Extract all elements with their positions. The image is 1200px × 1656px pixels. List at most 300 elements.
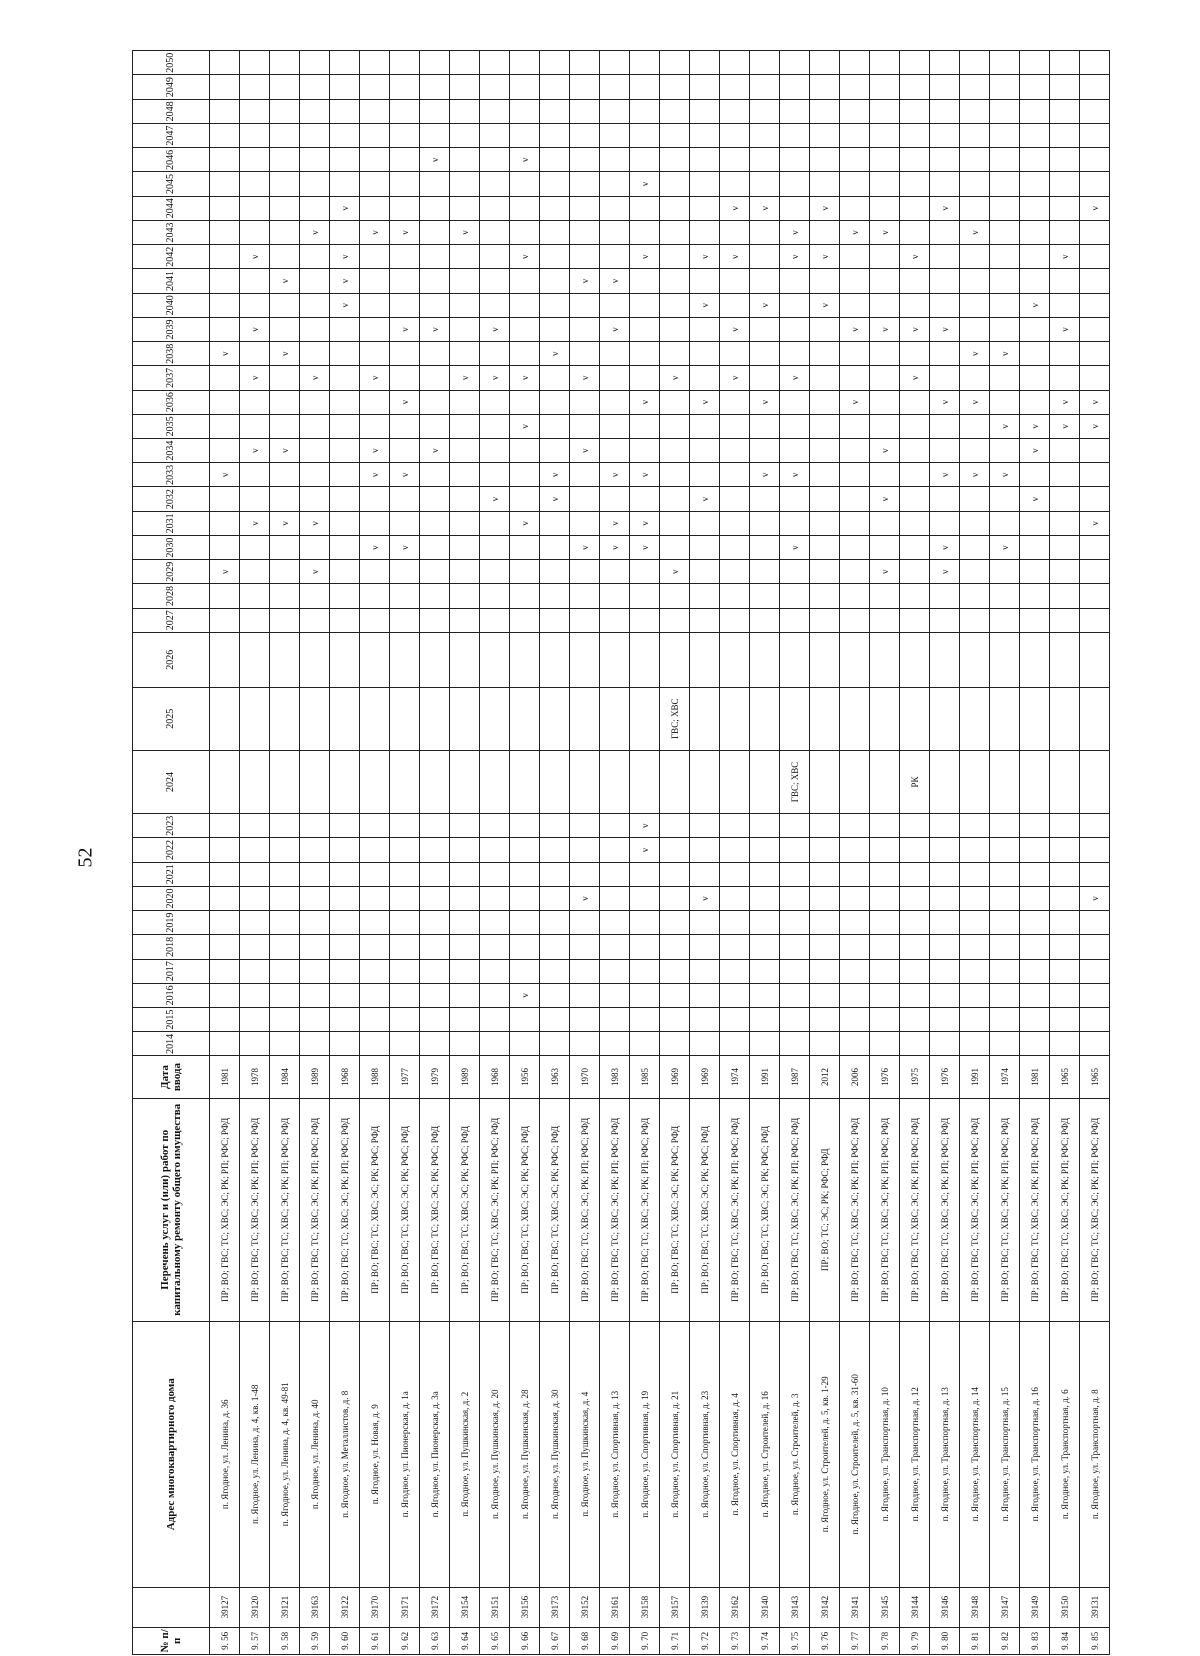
header-year-2039: 2039: [133, 317, 210, 341]
row-year-cell: [780, 838, 810, 862]
row-year-mark: v: [300, 511, 330, 535]
row-year-cell: [1080, 123, 1110, 147]
row-year-mark: v: [600, 535, 630, 559]
row-year-cell: [810, 886, 840, 910]
row-year-cell: [810, 220, 840, 244]
row-address: п. Ягодное, ул. Пушкинская, д. 4: [570, 1322, 600, 1588]
row-year-cell: [210, 487, 240, 511]
row-year-cell: [1020, 535, 1050, 559]
row-year-cell: [390, 172, 420, 196]
row-year-cell: [1080, 463, 1110, 487]
row-year-cell: [360, 687, 390, 750]
row-year-cell: [750, 750, 780, 813]
row-work-text: ГВС; ХВС: [660, 687, 690, 750]
row-year-cell: [960, 632, 990, 687]
row-year-cell: [690, 196, 720, 220]
row-id: 39158: [630, 1587, 660, 1627]
row-year-cell: [660, 959, 690, 983]
row-year-cell: [270, 366, 300, 390]
row-year-cell: [420, 814, 450, 838]
row-year-cell: [960, 838, 990, 862]
row-id: 39145: [870, 1587, 900, 1627]
row-year-cell: [360, 269, 390, 293]
row-year-cell: [210, 75, 240, 99]
row-year-cell: [540, 99, 570, 123]
row-num: 9. 61: [360, 1627, 390, 1654]
row-year: 1968: [330, 1056, 360, 1098]
table-header-row: [133, 51, 210, 1655]
row-year-cell: [870, 75, 900, 99]
row-year-mark: v: [600, 511, 630, 535]
row-year-cell: [330, 414, 360, 438]
row-year-cell: [510, 487, 540, 511]
row-works: ПР; ВО; ГВС; ТС; ХВС; ЭС; РК; РП; РФС; РФД: [480, 1098, 510, 1321]
row-year-cell: [1020, 148, 1050, 172]
row-num: 9. 67: [540, 1627, 570, 1654]
row-year-cell: [510, 535, 540, 559]
row-year-cell: [810, 51, 840, 75]
row-year-cell: [900, 463, 930, 487]
row-year-cell: [930, 838, 960, 862]
row-year-cell: [720, 123, 750, 147]
row-year: 1987: [780, 1056, 810, 1098]
row-year-cell: [1050, 608, 1080, 632]
row-year-mark: v: [1050, 414, 1080, 438]
row-work-text: РК: [900, 750, 930, 813]
row-year-cell: [630, 220, 660, 244]
row-year-cell: [840, 366, 870, 390]
row-year-mark: v: [690, 487, 720, 511]
row-year-mark: v: [750, 293, 780, 317]
row-year-cell: [330, 1007, 360, 1031]
row-year-cell: [660, 317, 690, 341]
row-year-mark: v: [840, 390, 870, 414]
row-year-cell: [360, 814, 390, 838]
row-year-cell: [330, 560, 360, 584]
row-year-cell: [840, 838, 870, 862]
row-year-cell: [330, 632, 360, 687]
row-year-cell: [420, 414, 450, 438]
row-year-cell: [390, 414, 420, 438]
row-year-cell: [1080, 1007, 1110, 1031]
row-year-cell: [510, 123, 540, 147]
row-year-cell: [330, 51, 360, 75]
row-year-cell: [810, 317, 840, 341]
row-year-cell: [1080, 148, 1110, 172]
row-year-cell: [840, 414, 870, 438]
row-year-mark: v: [360, 463, 390, 487]
row-year-cell: [1080, 862, 1110, 886]
row-year-mark: v: [540, 487, 570, 511]
row-year-cell: [240, 959, 270, 983]
row-year-cell: [720, 414, 750, 438]
row-year-cell: [660, 535, 690, 559]
row-year-cell: [540, 293, 570, 317]
row-year-cell: [360, 1032, 390, 1056]
header-year-2047: 2047: [133, 123, 210, 147]
row-year-cell: [690, 75, 720, 99]
row-year-cell: [750, 959, 780, 983]
row-year: 1969: [660, 1056, 690, 1098]
row-year-cell: [1050, 342, 1080, 366]
row-year-cell: [900, 196, 930, 220]
row-year-cell: [720, 750, 750, 813]
table-row: [540, 51, 570, 1655]
row-year-cell: [600, 1032, 630, 1056]
row-year-mark: v: [570, 366, 600, 390]
row-year-cell: [360, 245, 390, 269]
row-year-cell: [720, 75, 750, 99]
row-year-cell: [450, 439, 480, 463]
row-year-cell: [990, 983, 1020, 1007]
row-year-mark: v: [600, 269, 630, 293]
row-year-cell: [810, 584, 840, 608]
row-year-cell: [870, 687, 900, 750]
row-year-cell: [300, 1007, 330, 1031]
row-year-cell: [720, 608, 750, 632]
row-year-cell: [330, 317, 360, 341]
row-year-cell: [240, 632, 270, 687]
row-year-cell: [1020, 390, 1050, 414]
row-year-cell: [330, 366, 360, 390]
row-year-cell: [930, 608, 960, 632]
row-year-cell: [570, 463, 600, 487]
row-address: п. Ягодное, ул. Спортивная, д. 23: [690, 1322, 720, 1588]
row-year-cell: [360, 148, 390, 172]
row-year-cell: [990, 220, 1020, 244]
row-year-cell: [390, 1007, 420, 1031]
row-year-mark: v: [720, 366, 750, 390]
row-year-cell: [750, 911, 780, 935]
row-year-cell: [600, 172, 630, 196]
row-year-cell: [930, 75, 960, 99]
row-year-cell: [330, 511, 360, 535]
row-year-cell: [1080, 487, 1110, 511]
row-year-cell: [690, 608, 720, 632]
row-year-cell: [780, 390, 810, 414]
row-year-cell: [1020, 983, 1050, 1007]
row-year-cell: [420, 390, 450, 414]
row-address: п. Ягодное, ул. Спортивная, д. 19: [630, 1322, 660, 1588]
row-id: 39172: [420, 1587, 450, 1627]
row-year-cell: [690, 317, 720, 341]
row-year-cell: [960, 560, 990, 584]
row-year-cell: [990, 632, 1020, 687]
row-year-cell: [810, 959, 840, 983]
row-address: п. Ягодное, ул. Пушкинская, д. 20: [480, 1322, 510, 1588]
row-year-cell: [240, 608, 270, 632]
row-year: 1965: [1080, 1056, 1110, 1098]
row-year-cell: [420, 366, 450, 390]
row-year-cell: [300, 317, 330, 341]
row-id: 39163: [300, 1587, 330, 1627]
row-year-cell: [570, 511, 600, 535]
row-year-cell: [570, 560, 600, 584]
table-row: [1050, 51, 1080, 1655]
row-year-cell: [900, 560, 930, 584]
row-year-cell: [540, 862, 570, 886]
row-year-mark: v: [660, 560, 690, 584]
row-year-cell: [510, 220, 540, 244]
capital-repair-table: [132, 50, 1110, 1655]
row-works: ПР; ВО; ГВС; ТС; ХВС; ЭС; РК; РП; РФС; РФД: [1050, 1098, 1080, 1321]
row-year-cell: [900, 511, 930, 535]
row-year-cell: [720, 535, 750, 559]
row-year-cell: [690, 983, 720, 1007]
row-year-cell: [780, 293, 810, 317]
row-year-cell: [900, 1032, 930, 1056]
row-year-cell: [840, 1032, 870, 1056]
table-row: [780, 51, 810, 1655]
row-year-cell: [570, 172, 600, 196]
row-year-cell: [480, 99, 510, 123]
row-year-cell: [930, 584, 960, 608]
row-year-cell: [600, 123, 630, 147]
row-year-cell: [1080, 608, 1110, 632]
row-year-cell: [390, 487, 420, 511]
row-year-cell: [870, 148, 900, 172]
row-year-mark: v: [1050, 245, 1080, 269]
row-year-cell: [1020, 814, 1050, 838]
row-year-cell: [660, 51, 690, 75]
header-year-2042: 2042: [133, 245, 210, 269]
row-year-cell: [1050, 750, 1080, 813]
row-year-mark: v: [870, 439, 900, 463]
row-year-cell: [540, 51, 570, 75]
row-year-cell: [300, 632, 330, 687]
row-year-cell: [450, 560, 480, 584]
row-num: 9. 66: [510, 1627, 540, 1654]
row-year-mark: v: [750, 463, 780, 487]
row-year-mark: v: [510, 245, 540, 269]
row-id: 39120: [240, 1587, 270, 1627]
row-year-cell: [1050, 838, 1080, 862]
row-works: ПР; ВО; ГВС; ТС; ХВС; ЭС; РК; РП; РФС; РФД: [780, 1098, 810, 1321]
row-year-cell: [690, 560, 720, 584]
row-year-cell: [690, 366, 720, 390]
row-year-cell: [600, 862, 630, 886]
row-year-cell: [750, 608, 780, 632]
row-address: п. Ягодное, ул. Строителей, д. 5, кв. 1-29: [810, 1322, 840, 1588]
row-year-cell: [360, 886, 390, 910]
row-year-cell: [210, 366, 240, 390]
row-year-mark: v: [240, 439, 270, 463]
row-works: ПР; ВО; ГВС; ТС; ХВС; ЭС; РК; РП; РФС; РФД: [570, 1098, 600, 1321]
row-works: ПР; ВО; ГВС; ТС; ХВС; ЭС; РК; РФС; РФД: [360, 1098, 390, 1321]
row-year-cell: [720, 99, 750, 123]
row-year-cell: [840, 862, 870, 886]
row-year-mark: v: [990, 414, 1020, 438]
row-year-cell: [270, 390, 300, 414]
row-year-cell: [300, 983, 330, 1007]
row-year-cell: [600, 838, 630, 862]
row-year-mark: v: [210, 463, 240, 487]
row-id: 39131: [1080, 1587, 1110, 1627]
row-year-cell: [450, 51, 480, 75]
row-year: 1963: [540, 1056, 570, 1098]
row-year-cell: [270, 1007, 300, 1031]
row-address: п. Ягодное, ул. Транспортная, д. 12: [900, 1322, 930, 1588]
row-year-cell: [570, 390, 600, 414]
row-year-cell: [360, 293, 390, 317]
row-year-cell: [450, 390, 480, 414]
table-row: [630, 51, 660, 1655]
row-year-cell: [810, 862, 840, 886]
row-year-cell: [990, 911, 1020, 935]
row-year-cell: [960, 814, 990, 838]
row-year-mark: v: [570, 439, 600, 463]
row-year-cell: [420, 51, 450, 75]
row-year-cell: [450, 75, 480, 99]
row-year-mark: v: [630, 814, 660, 838]
row-year-cell: [630, 608, 660, 632]
row-year-cell: [810, 560, 840, 584]
row-year-cell: [210, 123, 240, 147]
row-num: 9. 85: [1080, 1627, 1110, 1654]
row-year: 1978: [240, 1056, 270, 1098]
row-num: 9. 79: [900, 1627, 930, 1654]
row-address: п. Ягодное, ул. Транспортная, д. 8: [1080, 1322, 1110, 1588]
row-year-cell: [900, 75, 930, 99]
header-year-2040: 2040: [133, 293, 210, 317]
row-year-cell: [900, 220, 930, 244]
row-year-cell: [210, 838, 240, 862]
row-year-cell: [930, 632, 960, 687]
row-year-cell: [840, 196, 870, 220]
row-year-cell: [510, 75, 540, 99]
row-year-cell: [270, 632, 300, 687]
header-year-2017: 2017: [133, 959, 210, 983]
row-year-cell: [1080, 632, 1110, 687]
row-year-cell: [840, 535, 870, 559]
row-id: 39142: [810, 1587, 840, 1627]
row-year-cell: [540, 983, 570, 1007]
row-year-cell: [510, 99, 540, 123]
row-year-mark: v: [780, 245, 810, 269]
row-year-mark: v: [450, 220, 480, 244]
row-id: 39122: [330, 1587, 360, 1627]
row-year-mark: v: [1020, 487, 1050, 511]
row-year-cell: [480, 814, 510, 838]
header-year-2023: 2023: [133, 814, 210, 838]
row-year-cell: [870, 1007, 900, 1031]
row-year-cell: [540, 959, 570, 983]
row-year-cell: [600, 439, 630, 463]
row-year-cell: [900, 983, 930, 1007]
header-id: [133, 1587, 210, 1627]
row-year-cell: [600, 220, 630, 244]
row-year-cell: [660, 99, 690, 123]
row-year-cell: [600, 75, 630, 99]
header-year-2036: 2036: [133, 390, 210, 414]
row-year-cell: [960, 439, 990, 463]
row-year-cell: [930, 487, 960, 511]
row-year-cell: [750, 886, 780, 910]
row-year-cell: [630, 750, 660, 813]
row-year-cell: [480, 632, 510, 687]
row-year-cell: [540, 414, 570, 438]
table-row: [990, 51, 1020, 1655]
row-year-cell: [750, 172, 780, 196]
row-year-cell: [780, 148, 810, 172]
row-year-cell: [270, 148, 300, 172]
row-year-cell: [810, 935, 840, 959]
row-year-cell: [300, 245, 330, 269]
row-year-cell: [660, 414, 690, 438]
row-year-cell: [840, 99, 870, 123]
row-year-mark: v: [540, 463, 570, 487]
row-year: 1981: [210, 1056, 240, 1098]
table-body: [210, 51, 1110, 1655]
row-year-cell: [240, 220, 270, 244]
row-year-cell: [690, 632, 720, 687]
row-year-cell: [330, 983, 360, 1007]
header-year-2030: 2030: [133, 535, 210, 559]
row-year-mark: v: [870, 317, 900, 341]
row-num: 9. 77: [840, 1627, 870, 1654]
row-year-mark: v: [360, 439, 390, 463]
row-year-cell: [840, 51, 870, 75]
row-year-cell: [480, 511, 510, 535]
header-year-2022: 2022: [133, 838, 210, 862]
row-year-cell: [840, 608, 870, 632]
row-year-cell: [450, 687, 480, 750]
row-address: п. Ягодное, ул. Транспортная, д. 16: [1020, 1322, 1050, 1588]
row-year-cell: [480, 439, 510, 463]
row-year-cell: [720, 560, 750, 584]
row-year-cell: [270, 814, 300, 838]
row-year-cell: [960, 1007, 990, 1031]
row-year-cell: [510, 838, 540, 862]
row-year-cell: [990, 148, 1020, 172]
row-year-cell: [300, 1032, 330, 1056]
row-year-cell: [210, 535, 240, 559]
row-year-cell: [660, 814, 690, 838]
row-year-cell: [990, 814, 1020, 838]
row-year-cell: [300, 750, 330, 813]
row-year-cell: [300, 886, 330, 910]
row-year-cell: [480, 1032, 510, 1056]
row-id: 39157: [660, 1587, 690, 1627]
row-year-cell: [660, 1007, 690, 1031]
row-num: 9. 80: [930, 1627, 960, 1654]
row-address: п. Ягодное, ул. Транспортная, д. 10: [870, 1322, 900, 1588]
row-year: 1981: [1020, 1056, 1050, 1098]
row-year-cell: [990, 99, 1020, 123]
row-year-cell: [450, 172, 480, 196]
row-works: ПР; ВО; ГВС; ТС; ХВС; ЭС; РК; РФС; РФД: [660, 1098, 690, 1321]
row-year-mark: v: [510, 366, 540, 390]
row-year-cell: [330, 959, 360, 983]
row-year-cell: [1080, 535, 1110, 559]
row-year-cell: [810, 99, 840, 123]
row-num: 9. 59: [300, 1627, 330, 1654]
row-year-cell: [240, 51, 270, 75]
row-works: ПР; ВО; ГВС; ТС; ХВС; ЭС; РК; РП; РФС; РФД: [240, 1098, 270, 1321]
row-year-cell: [720, 911, 750, 935]
row-year-mark: v: [540, 342, 570, 366]
row-year-cell: [960, 511, 990, 535]
row-year-cell: [600, 750, 630, 813]
row-year-cell: [570, 1007, 600, 1031]
row-year-cell: [840, 750, 870, 813]
row-num: 9. 64: [450, 1627, 480, 1654]
row-num: 9. 73: [720, 1627, 750, 1654]
row-address: п. Ягодное, ул. Строителей, д. 3: [780, 1322, 810, 1588]
row-year-cell: [810, 463, 840, 487]
row-year-cell: [660, 196, 690, 220]
row-year-cell: [840, 511, 870, 535]
